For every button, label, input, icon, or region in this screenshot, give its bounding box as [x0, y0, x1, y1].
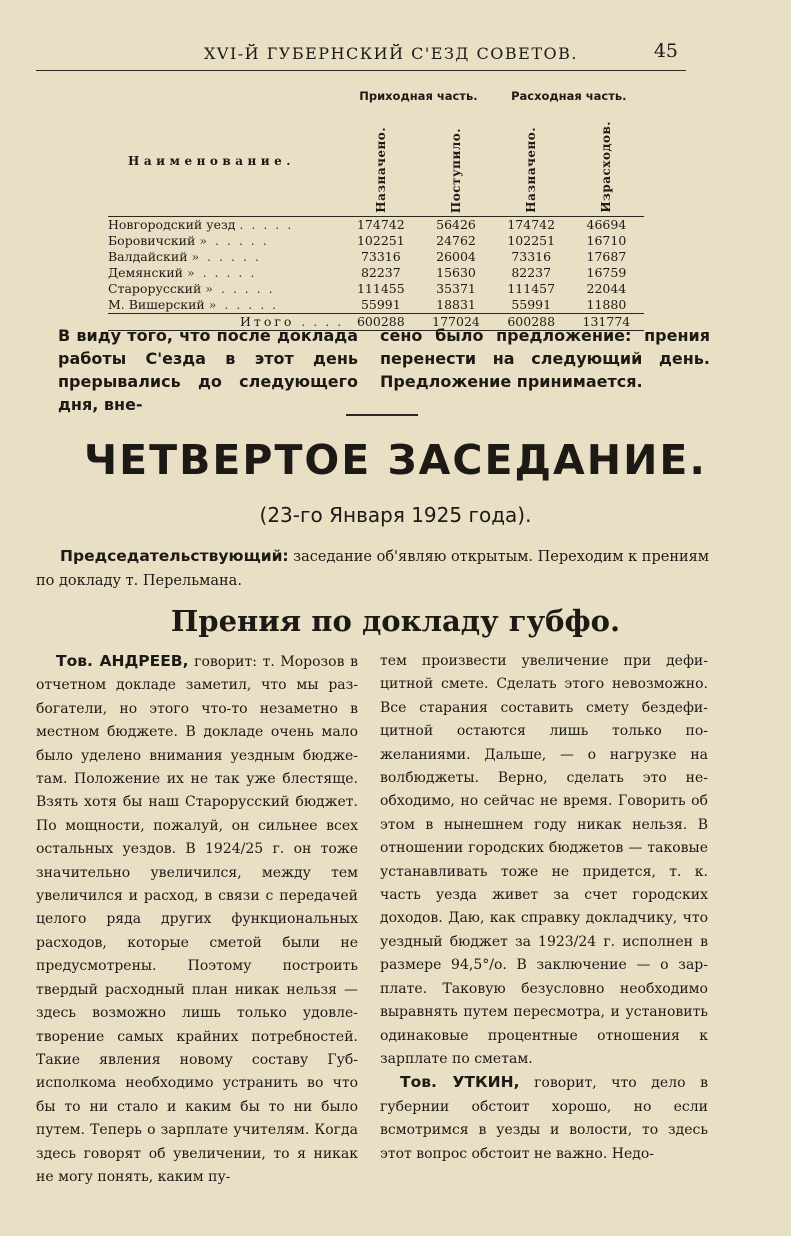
cell: 600288: [343, 314, 418, 331]
cell: 55991: [511, 297, 552, 312]
cell: 73316: [511, 249, 552, 264]
row-name: Боровичский: [108, 233, 196, 248]
row-dots: » . . . . .: [191, 249, 261, 264]
divider: [346, 414, 418, 416]
intro-col2: сено было предложение: прения перенести на следующий день. Предложение принимается.: [380, 326, 710, 391]
speaker-utkin: Тов. УТКИН,: [400, 1073, 520, 1092]
utkin-paragraph: [380, 1071, 708, 1166]
page-number: 45: [653, 40, 678, 62]
cell: 35371: [436, 281, 476, 296]
row-dots: » . . . . .: [208, 297, 279, 312]
cell: 16710: [586, 233, 627, 248]
cell: 174742: [507, 217, 556, 232]
row-dots: » . . . . .: [205, 281, 275, 296]
budget-table: [108, 86, 644, 331]
row-name: Валдайский: [108, 249, 188, 264]
andreev-paragraph: [36, 650, 358, 1189]
session-date: (23-го Января 1925 года).: [259, 503, 532, 527]
cell: 17687: [586, 249, 627, 264]
cell: 174742: [356, 217, 405, 232]
cell: 16759: [586, 265, 627, 280]
column-header-expense-spent: Израсходов.: [599, 121, 614, 213]
table-row: [108, 233, 644, 249]
table-row: [108, 217, 644, 234]
table-row: [108, 281, 644, 297]
debate-title: Прения по докладу губфо.: [170, 604, 621, 638]
utkin-text: говорит, что дело в губернии обстоит хорошо, но если всмотримся в уезды и волости, то здесь этот вопрос обстоит не важно. Недо-: [380, 1075, 709, 1162]
row-dots: » . . . . .: [199, 233, 269, 248]
right-column: [380, 650, 708, 1166]
cell: 102251: [356, 233, 405, 248]
speaker-andreev: Тов. АНДРЕЕВ,: [56, 652, 189, 670]
cell: 46694: [586, 217, 627, 232]
cell: 111457: [507, 281, 556, 296]
cell: 11880: [586, 297, 627, 312]
chair-speaker: Председательствующий:: [60, 547, 289, 565]
session-title: ЧЕТВЕРТОЕ ЗАСЕДАНИЕ.: [84, 436, 707, 484]
cell: 55991: [360, 297, 401, 312]
expense-group-header: Расходная часть.: [511, 89, 627, 103]
chair-text: заседание об'являю открытым. Переходим к прениям по докладу т. Перельмана.: [36, 549, 710, 589]
total-label: Итого: [240, 314, 295, 329]
row-name: Старорусский: [108, 281, 202, 296]
header-title: XVI-Й ГУБЕРНСКИЙ С'ЕЗД СОВЕТОВ.: [204, 44, 578, 63]
left-column: [36, 650, 358, 1189]
cell: 600288: [494, 314, 569, 331]
cell: 102251: [507, 233, 556, 248]
table-row: [108, 265, 644, 281]
name-column-header: Наименование.: [108, 106, 343, 217]
table-row: [108, 249, 644, 265]
cell: 177024: [418, 314, 493, 331]
cell: 22044: [586, 281, 627, 296]
running-header: [36, 40, 686, 71]
cell: 131774: [569, 314, 644, 331]
column-header-income-assigned: Назначено.: [373, 127, 388, 213]
row-name: М. Вишерский: [108, 297, 205, 312]
cell: 56426: [436, 217, 476, 232]
andreev-continuation: тем произвести увеличение при дефицитной смете. Сделать этого невозможно. Все старания составить смету бездефицитной остаются лишь только пожеланиями. Дальше, — о нагрузке на волбюджеты. Верно, сделать это необходимо, но сейчас не время. Говорить об этом в нынешнем году никак нельзя. В отношении городских бюджетов — таковые устанавливать тоже не придется, т. к. часть уезда живет за счет городских доходов. Даю, как справку докладчику, что уездный бюджет за 1923/24 г. исполнен в размере 94,5°/о. В заключение — о зарплате. Таковую безусловно необходимо выравнять путем пересмотра, и установить одинаковые процентные отношения к зарплате по сметам.: [380, 653, 708, 1067]
row-name: Демянский: [108, 265, 183, 280]
row-dots: . . . .: [301, 314, 344, 329]
column-header-income-received: Поступило.: [449, 127, 464, 213]
chair-paragraph: [36, 544, 711, 593]
cell: 82237: [360, 265, 401, 280]
andreev-text: говорит: т. Морозов в отчетном докладе заметил, что мы разбогатели, но этого что-то незаметно в местном бюджете. В докладе очень мало было уделено внимания уездным бюджетам. Положение их не так уже блестяще. Взять хотя бы наш Старорусский бюджет. По мощности, пожалуй, он сильнее всех остальных уездов. В 1924/25 г. он тоже значительно увеличился, между тем увеличился и расход, в связи с передачей целого ряда других функциональных расходов, которые сметой были не предусмотрены. Поэтому построить твердый расходный план никак нельзя — здесь возможно лишь только удовлетворение самых крайних потребностей. Такие явления новому составу Губисполкома необходимо устранить во что бы то ни стало и каким бы то ни было путем. Теперь о зарплате учителям. Когда здесь говорят об увеличении, то я никак не могу понять, каким пу-: [36, 654, 358, 1185]
row-dots: » . . . . .: [186, 265, 257, 280]
column-header-expense-assigned: Назначено.: [524, 127, 539, 213]
row-dots: . . . . .: [239, 217, 294, 232]
cell: 15630: [436, 265, 476, 280]
intro-col1: В виду того, что после доклада работы С'езда в этот день прерывались до следующего дня, вне-: [58, 326, 358, 414]
cell: 24762: [436, 233, 476, 248]
cell: 18831: [436, 297, 476, 312]
cell: 26004: [436, 249, 476, 264]
cell: 111455: [356, 281, 405, 296]
cell: 73316: [360, 249, 401, 264]
cell: 82237: [511, 265, 552, 280]
row-name: Новгородский уезд: [108, 217, 236, 232]
table-row: [108, 297, 644, 314]
income-group-header: Приходная часть.: [359, 89, 478, 103]
